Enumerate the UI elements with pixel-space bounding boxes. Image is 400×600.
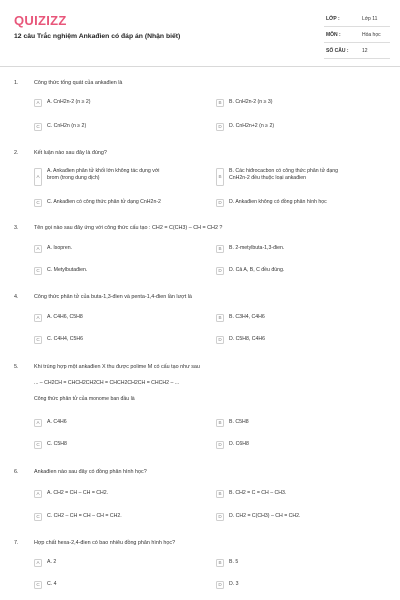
option-d[interactable] <box>216 199 327 207</box>
question-text: Ankađien nào sau đây có đồng phân hình học? <box>34 469 147 475</box>
option-text: A. CnH2n-2 (n ≥ 2) <box>47 99 91 105</box>
option-text: A. 2 <box>47 559 57 565</box>
option-letter: C <box>34 513 42 521</box>
option-c[interactable] <box>34 441 67 449</box>
option-text: D. C6H8 <box>229 441 249 447</box>
option-letter: D <box>216 441 224 449</box>
option-d[interactable] <box>216 267 284 275</box>
option-a[interactable] <box>34 490 108 498</box>
option-c[interactable] <box>34 267 87 275</box>
option-text-line1: B. Các hiđrocacbon có công thức phân tử dạng <box>229 168 339 174</box>
question-number: 6. <box>14 469 19 475</box>
option-letter: B <box>216 245 224 253</box>
question-number: 2. <box>14 150 19 156</box>
option-text: A. C4H6 <box>47 419 67 425</box>
option-text: D. CnH2n+2 (n ≥ 2) <box>229 123 275 129</box>
option-text: C. C4H4, C5H6 <box>47 336 84 342</box>
option-text <box>229 168 338 182</box>
polymer-structure: ... – CH2CH = CHCH2CH2CH = CHCH2CH2CH = CHCH2 – ... <box>34 380 180 386</box>
option-c[interactable] <box>34 513 122 521</box>
meta-subject <box>324 28 390 43</box>
option-letter: C <box>34 267 42 275</box>
option-text-line1: A. Ankađien phân tử khối lớn không tác dụng với <box>47 168 160 174</box>
question-text: Công thức phân tử của buta-1,3-đien và penta-1,4-đien lần lượt là <box>34 294 192 300</box>
question-text: Khi trùng hợp một ankađien X thu được polime M có cấu tạo như sau <box>34 364 200 370</box>
option-letter: A <box>34 245 42 253</box>
option-b[interactable] <box>216 168 338 186</box>
option-text: B. 5 <box>229 559 239 565</box>
meta-count-value: 12 <box>362 48 368 54</box>
option-a[interactable] <box>34 314 83 322</box>
option-text: D. 3 <box>229 581 239 587</box>
option-c[interactable] <box>34 199 161 207</box>
meta-class-label: LỚP : <box>326 16 340 22</box>
option-b[interactable] <box>216 314 265 322</box>
option-text: B. C5H8 <box>229 419 249 425</box>
option-letter: C <box>34 441 42 449</box>
option-letter: D <box>216 581 224 589</box>
option-letter: A <box>34 99 42 107</box>
option-letter: A <box>34 314 42 322</box>
option-d[interactable] <box>216 123 274 131</box>
option-d[interactable] <box>216 336 265 344</box>
meta-count <box>324 44 390 59</box>
worksheet-title: 12 câu Trắc nghiệm Ankađien có đáp án (Nhận biết) <box>14 33 181 40</box>
meta-class-value: Lớp 11 <box>362 16 378 22</box>
option-d[interactable] <box>216 581 239 589</box>
question-number: 7. <box>14 540 19 546</box>
option-letter: D <box>216 267 224 275</box>
option-b[interactable] <box>216 245 284 253</box>
option-text: C. CH2 – CH = CH – CH = CH2. <box>47 513 122 519</box>
option-text <box>47 168 159 182</box>
option-text: D. Ankađien không có đồng phân hình học <box>229 199 327 205</box>
option-letter: A <box>34 168 42 186</box>
option-text: D. CH2 = C(CH3) – CH = CH2. <box>229 513 301 519</box>
option-a[interactable] <box>34 559 56 567</box>
question-number: 5. <box>14 364 19 370</box>
worksheet-header <box>0 0 400 64</box>
option-letter: B <box>216 99 224 107</box>
option-letter: B <box>216 490 224 498</box>
question-text: Tên gọi nào sau đây ứng với công thức cấu tạo : CH2 = C(CH3) – CH = CH2 ? <box>34 225 223 231</box>
option-letter: C <box>34 581 42 589</box>
question-subtext: Công thức phân tử của monome ban đầu là <box>34 396 135 402</box>
option-d[interactable] <box>216 441 249 449</box>
option-text: B. C3H4, C4H6 <box>229 314 265 320</box>
option-letter: C <box>34 123 42 131</box>
option-text: A. CH2 = CH – CH = CH2. <box>47 490 109 496</box>
option-b[interactable] <box>216 99 273 107</box>
header-divider <box>0 66 400 67</box>
option-a[interactable] <box>34 245 72 253</box>
option-text: D. C5H8, C4H6 <box>229 336 266 342</box>
option-text: C. 4 <box>47 581 57 587</box>
option-text: C. Ankađien có công thức phân tử dạng CnH2n-2 <box>47 199 161 205</box>
option-text: B. CH2 = C = CH – CH3. <box>229 490 287 496</box>
question-number: 3. <box>14 225 19 231</box>
option-text: C. C5H8 <box>47 441 67 447</box>
option-text: A. Isopren. <box>47 245 73 251</box>
option-letter: C <box>34 336 42 344</box>
option-text: A. C4H6, C5H8 <box>47 314 83 320</box>
option-letter: D <box>216 336 224 344</box>
question-number: 1. <box>14 80 19 86</box>
option-text-line2: CnH2n-2 đều thuộc loại ankađien <box>229 175 307 182</box>
option-text: B. 2-metylbuta-1,3-đien. <box>229 245 285 251</box>
option-letter: D <box>216 513 224 521</box>
option-letter: D <box>216 199 224 207</box>
option-b[interactable] <box>216 559 238 567</box>
option-b[interactable] <box>216 490 286 498</box>
option-letter: C <box>34 199 42 207</box>
question-text: Hợp chất hexa-2,4-đien có bao nhiêu đồng phân hình học? <box>34 540 176 546</box>
option-a[interactable] <box>34 419 67 427</box>
option-a[interactable] <box>34 99 91 107</box>
option-text-line2: brom (trong dung dịch) <box>47 175 100 182</box>
option-text: C. Metylbutađien. <box>47 267 88 273</box>
question-number: 4. <box>14 294 19 300</box>
option-letter: A <box>34 419 42 427</box>
option-letter: B <box>216 168 224 186</box>
option-text: D. Cả A, B, C đều đúng. <box>229 267 285 273</box>
option-c[interactable] <box>34 123 86 131</box>
option-c[interactable] <box>34 336 83 344</box>
option-b[interactable] <box>216 419 249 427</box>
meta-class <box>324 12 390 27</box>
meta-subject-value: Hóa học <box>362 32 381 38</box>
question-text: Công thức tổng quát của ankađien là <box>34 80 123 86</box>
option-letter: B <box>216 314 224 322</box>
option-letter: A <box>34 490 42 498</box>
option-d[interactable] <box>216 513 301 521</box>
option-a[interactable] <box>34 168 159 186</box>
option-letter: B <box>216 419 224 427</box>
option-c[interactable] <box>34 581 57 589</box>
quizizz-logo: QUIZIZZ <box>14 13 67 28</box>
option-text: B. CnH2n-2 (n ≥ 3) <box>229 99 273 105</box>
meta-subject-label: MÔN : <box>326 32 341 38</box>
option-letter: A <box>34 559 42 567</box>
option-letter: D <box>216 123 224 131</box>
option-letter: B <box>216 559 224 567</box>
question-text: Kết luận nào sau đây là đúng? <box>34 150 107 156</box>
option-text: C. CnH2n (n ≥ 2) <box>47 123 87 129</box>
meta-count-label: SỐ CÂU : <box>326 48 349 54</box>
